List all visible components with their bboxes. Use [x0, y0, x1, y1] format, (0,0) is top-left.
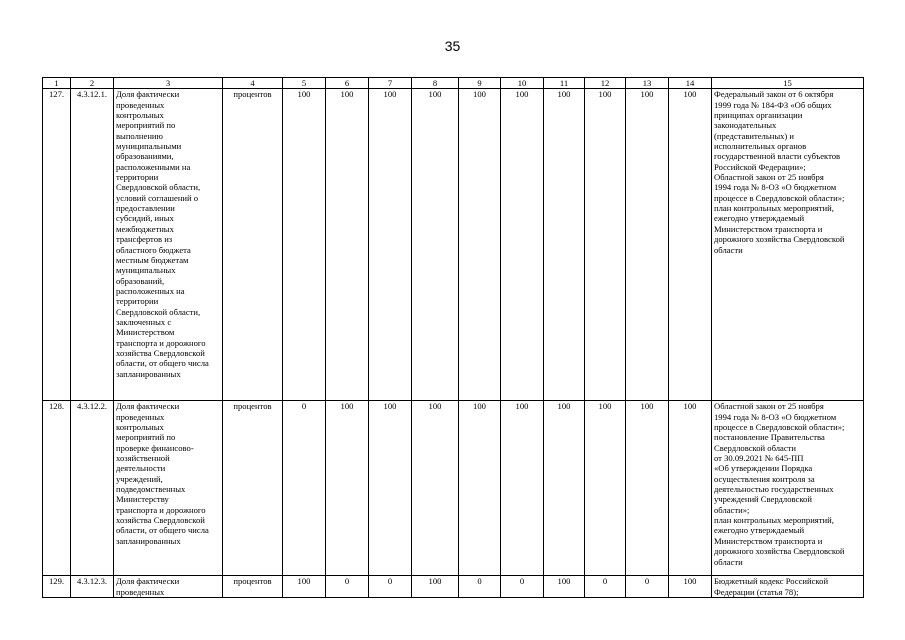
- indicator-name-line: заключенных с: [116, 316, 172, 327]
- indicator-name-line: предоставлении: [116, 203, 175, 214]
- value-cell: 0: [369, 576, 412, 598]
- indicator-name-line: территории: [116, 296, 159, 307]
- indicator-name-line: Министерству: [116, 494, 169, 505]
- table-header-row: [43, 78, 864, 89]
- row-number: 127.: [43, 89, 71, 401]
- legal-basis-line: области»;: [714, 504, 750, 515]
- unit-cell: процентов: [223, 401, 283, 576]
- value-cell: 100: [459, 401, 501, 576]
- value-cell: 100: [326, 89, 369, 401]
- indicator-name-line: хозяйственной: [116, 453, 170, 464]
- indicator-name-line: областного бюджета: [116, 244, 191, 255]
- column-header: 3: [114, 78, 223, 89]
- legal-basis-line: исполнительных органов: [714, 141, 807, 152]
- indicator-name-line: области, от общего числа: [116, 525, 209, 536]
- legal-basis-line: 1994 года № 8-ОЗ «О бюджетном: [714, 411, 837, 422]
- legal-basis-line: от 30.09.2021 № 645-ПП: [714, 453, 804, 464]
- column-header: 7: [369, 78, 412, 89]
- indicator-name-line: контрольных: [116, 422, 164, 433]
- indicator-name-line: условий соглашений о: [116, 192, 199, 203]
- indicator-name-line: расположенными на: [116, 161, 191, 172]
- legal-basis-line: процессе в Свердловской области»;: [714, 422, 845, 433]
- value-cell: 100: [669, 401, 712, 576]
- value-cell: 100: [412, 576, 459, 598]
- legal-basis-line: план контрольных мероприятий,: [714, 515, 834, 526]
- value-cell: 0: [501, 576, 544, 598]
- indicator-name-line: субсидий, иных: [116, 213, 174, 224]
- legal-basis-line: дорожного хозяйства Свердловской: [714, 234, 845, 245]
- value-cell: 100: [412, 89, 459, 401]
- column-header: 13: [626, 78, 669, 89]
- legal-basis-line: Федерации (статья 78);: [714, 586, 799, 597]
- column-header: 2: [71, 78, 114, 89]
- indicator-name-line: местным бюджетам: [116, 254, 189, 265]
- legal-basis-line: Бюджетный кодекс Российской: [714, 576, 829, 587]
- column-header: 14: [669, 78, 712, 89]
- legal-basis-line: Федеральный закон от 6 октября: [714, 89, 834, 100]
- legal-basis-line: государственной власти субъектов: [714, 151, 841, 162]
- indicator-name: [114, 89, 223, 401]
- legal-basis-line: процессе в Свердловской области»;: [714, 192, 845, 203]
- indicator-name: [114, 401, 223, 576]
- column-header: 11: [544, 78, 585, 89]
- value-cell: 100: [626, 401, 669, 576]
- indicator-name-line: мероприятий по: [116, 120, 176, 131]
- indicator-name-line: образований,: [116, 275, 165, 286]
- unit-cell: процентов: [223, 89, 283, 401]
- legal-basis-line: 1994 года № 8-ОЗ «О бюджетном: [714, 182, 837, 193]
- legal-basis-line: законодательных: [714, 120, 777, 131]
- indicator-name-line: запланированных: [116, 535, 181, 546]
- value-cell: 0: [326, 576, 369, 598]
- column-header: 9: [459, 78, 501, 89]
- column-header: 4: [223, 78, 283, 89]
- indicator-name-line: контрольных: [116, 110, 164, 121]
- indicator-name-line: транспорта и дорожного: [116, 337, 206, 348]
- column-header: 12: [585, 78, 626, 89]
- table-row: [43, 401, 864, 576]
- row-number: 128.: [43, 401, 71, 576]
- indicator-name-line: Свердловской области,: [116, 182, 201, 193]
- legal-basis: [712, 89, 864, 401]
- value-cell: 0: [459, 576, 501, 598]
- indicator-name-line: мероприятий по: [116, 432, 176, 443]
- indicator-name-line: территории: [116, 172, 159, 183]
- value-cell: 100: [669, 576, 712, 598]
- indicator-name-line: трансфертов из: [116, 234, 173, 245]
- indicator-name-line: Доля фактически: [116, 576, 180, 587]
- legal-basis-line: осуществления контроля за: [714, 473, 815, 484]
- indicator-name-line: хозяйства Свердловской: [116, 347, 205, 358]
- value-cell: 100: [369, 401, 412, 576]
- indicator-name-line: муниципальных: [116, 265, 176, 276]
- legal-basis-line: Областной закон от 25 ноября: [714, 172, 824, 183]
- value-cell: 100: [326, 401, 369, 576]
- legal-basis-line: Министерством транспорта и: [714, 535, 823, 546]
- legal-basis-line: учреждений Свердловской: [714, 494, 812, 505]
- value-cell: 100: [544, 576, 585, 598]
- table-row: [43, 89, 864, 401]
- value-cell: 100: [412, 401, 459, 576]
- legal-basis-line: постановление Правительства: [714, 432, 825, 443]
- legal-basis-line: деятельностью государственных: [714, 484, 834, 495]
- legal-basis: [712, 576, 864, 598]
- value-cell: 100: [544, 89, 585, 401]
- indicator-name-line: хозяйства Свердловской: [116, 515, 205, 526]
- legal-basis-line: Свердловской области: [714, 442, 797, 453]
- row-code: 4.3.12.3.: [71, 576, 114, 598]
- page-number: 35: [444, 38, 461, 54]
- legal-basis-line: Министерством транспорта и: [714, 223, 823, 234]
- row-code: 4.3.12.2.: [71, 401, 114, 576]
- value-cell: 100: [585, 401, 626, 576]
- legal-basis-line: «Об утверждении Порядка: [714, 463, 813, 474]
- indicator-name-line: Доля фактически: [116, 89, 180, 100]
- indicator-name-line: области, от общего числа: [116, 358, 209, 369]
- legal-basis-line: дорожного хозяйства Свердловской: [714, 546, 845, 557]
- indicator-name: [114, 576, 223, 598]
- indicator-name-line: выполнению: [116, 130, 163, 141]
- indicator-name-line: образованиями,: [116, 151, 174, 162]
- column-header: 15: [712, 78, 864, 89]
- legal-basis-line: 1999 года № 184-ФЗ «Об общих: [714, 99, 832, 110]
- value-cell: 100: [585, 89, 626, 401]
- indicator-name-line: проверке финансово-: [116, 442, 194, 453]
- value-cell: 100: [459, 89, 501, 401]
- legal-basis-line: ежегодно утверждаемый: [714, 213, 805, 224]
- column-header: 1: [43, 78, 71, 89]
- value-cell: 100: [283, 576, 326, 598]
- legal-basis-line: области: [714, 556, 743, 567]
- legal-basis-line: Российской Федерации»;: [714, 161, 806, 172]
- value-cell: 100: [369, 89, 412, 401]
- value-cell: 100: [283, 89, 326, 401]
- legal-basis: [712, 401, 864, 576]
- indicator-name-line: подведомственных: [116, 484, 186, 495]
- legal-basis-line: (представительных) и: [714, 130, 795, 141]
- legal-basis-line: принципах организации: [714, 110, 803, 121]
- legal-basis-line: области: [714, 244, 743, 255]
- value-cell: 0: [283, 401, 326, 576]
- legal-basis-line: план контрольных мероприятий,: [714, 203, 834, 214]
- indicators-table: [42, 77, 864, 598]
- indicator-name-line: проведенных: [116, 586, 165, 597]
- row-code: 4.3.12.1.: [71, 89, 114, 401]
- legal-basis-line: Областной закон от 25 ноября: [714, 401, 824, 412]
- indicator-name-line: межбюджетных: [116, 223, 174, 234]
- table-row: [43, 576, 864, 598]
- value-cell: 0: [626, 576, 669, 598]
- column-header: 10: [501, 78, 544, 89]
- indicator-name-line: проведенных: [116, 99, 165, 110]
- indicator-name-line: проведенных: [116, 411, 165, 422]
- indicator-name-line: деятельности: [116, 463, 166, 474]
- value-cell: 100: [501, 401, 544, 576]
- legal-basis-line: ежегодно утверждаемый: [714, 525, 805, 536]
- indicator-name-line: Доля фактически: [116, 401, 180, 412]
- indicator-name-line: Свердловской области,: [116, 306, 201, 317]
- indicator-name-line: учреждений,: [116, 473, 163, 484]
- indicator-name-line: расположенных на: [116, 285, 185, 296]
- column-header: 5: [283, 78, 326, 89]
- indicator-name-line: муниципальными: [116, 141, 182, 152]
- row-number: 129.: [43, 576, 71, 598]
- value-cell: 100: [501, 89, 544, 401]
- column-header: 8: [412, 78, 459, 89]
- column-header: 6: [326, 78, 369, 89]
- value-cell: 0: [585, 576, 626, 598]
- value-cell: 100: [669, 89, 712, 401]
- indicator-name-line: Министерством: [116, 327, 175, 338]
- value-cell: 100: [626, 89, 669, 401]
- value-cell: 100: [544, 401, 585, 576]
- indicator-name-line: запланированных: [116, 368, 181, 379]
- unit-cell: процентов: [223, 576, 283, 598]
- indicator-name-line: транспорта и дорожного: [116, 504, 206, 515]
